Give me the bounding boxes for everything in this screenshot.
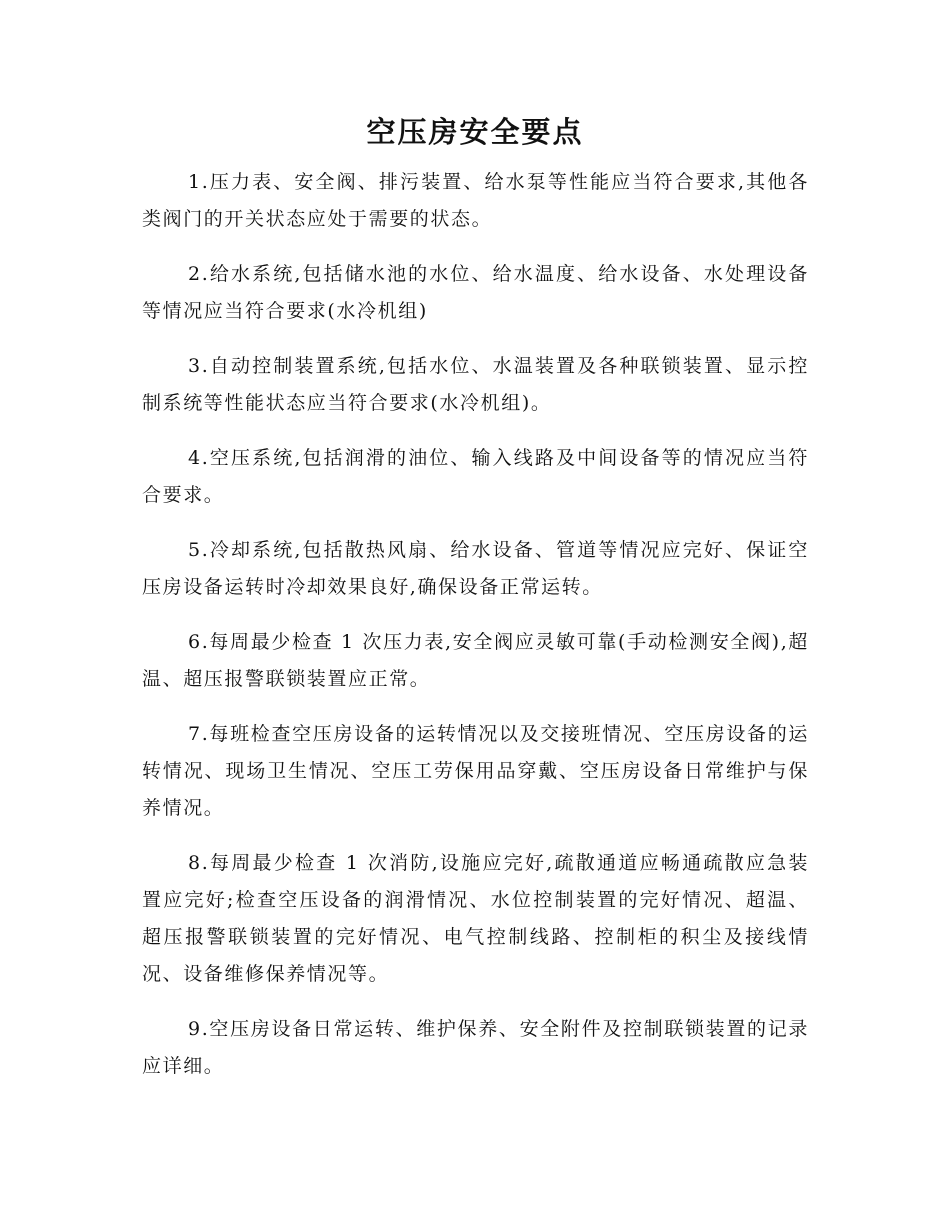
paragraph-4: 4.空压系统,包括润滑的油位、输入线路及中间设备等的情况应当符合要求。: [142, 447, 809, 506]
paragraph-5: 5.冷却系统,包括散热风扇、给水设备、管道等情况应完好、保证空压房设备运转时冷却效果良好,确保设备正常运转。: [142, 539, 809, 598]
document-body: [142, 164, 809, 1103]
paragraph-7: 7.每班检查空压房设备的运转情况以及交接班情况、空压房设备的运转情况、现场卫生情况、空压工劳保用品穿戴、空压房设备日常维护与保养情况。: [142, 723, 809, 819]
paragraph-2: 2.给水系统,包括储水池的水位、给水温度、给水设备、水处理设备等情况应当符合要求(水冷机组): [142, 263, 809, 322]
paragraph-6: 6.每周最少检查 1 次压力表,安全阀应灵敏可靠(手动检测安全阀),超温、超压报警联锁装置应正常。: [142, 631, 809, 690]
paragraph-9: 9.空压房设备日常运转、维护保养、安全附件及控制联锁装置的记录应详细。: [142, 1018, 809, 1077]
page-title: 空压房安全要点: [366, 115, 584, 149]
paragraph-8: 8.每周最少检查 1 次消防,设施应完好,疏散通道应畅通疏散应急装置应完好;检查空压设备的润滑情况、水位控制装置的完好情况、超温、超压报警联锁装置的完好情况、电气控制线路、控制柜的积尘及接线情况、设备维修保养情况等。: [142, 852, 809, 985]
paragraph-1: 1.压力表、安全阀、排污装置、给水泵等性能应当符合要求,其他各类阀门的开关状态应处于需要的状态。: [142, 171, 809, 230]
paragraph-3: 3.自动控制装置系统,包括水位、水温装置及各种联锁装置、显示控制系统等性能状态应当符合要求(水冷机组)。: [142, 355, 809, 414]
